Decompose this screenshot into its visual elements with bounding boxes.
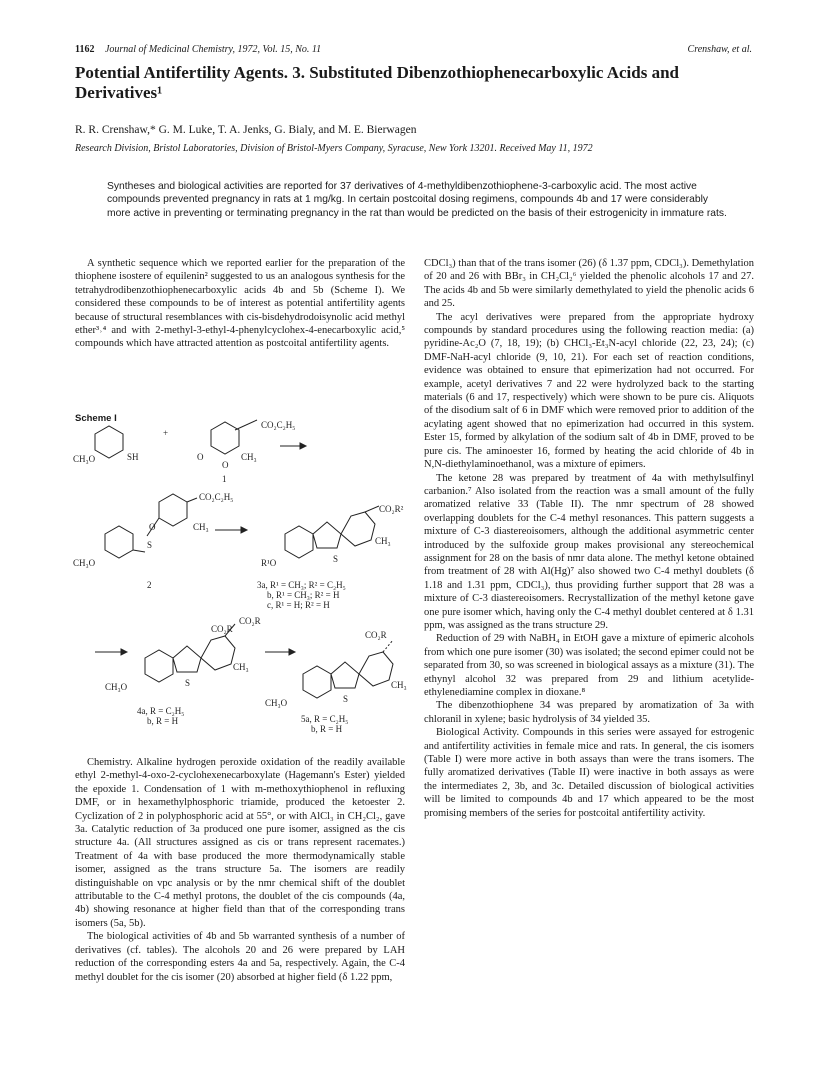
cyclohexene-ring-3 [341,512,375,546]
cyclohexanone-ring [211,422,239,454]
page-number: 1162 [75,44,95,55]
label-s-2: S [147,540,153,550]
benzene-ring-3 [285,526,313,558]
label-ch3-4: CH₃ [233,662,249,672]
right-paragraph-6: Biological Activity. Compounds in this series were assayed for estrogenic and antifertility activities in female mice and rats. In general, the cis isomers (Table I) were more active in both assays than were the trans isomers. The fully aromatized derivatives (Table II) were inactive in both assays as were the intermediates 2, 3b, and 3c. Detailed discussion of biological activities will be limited to compounds 4b and 17 which appeared to be the most promising members of the series for postcoital antifertility activity. [424,727,754,819]
author-list: R. R. Crenshaw,* G. M. Luke, T. A. Jenks, G. Bialy, and M. E. Bierwagen [75,124,417,136]
running-header [75,44,752,55]
cyclohexane-ring-4 [201,636,235,670]
label-ch3o-4: CH₃O [105,682,128,692]
scheme-1-diagram [73,420,407,744]
label-r1o: R¹O [261,558,277,568]
benzene-ring-5 [303,666,331,698]
label-ch3-2: CH₃ [193,522,209,532]
label-ch3o-5: CH₃O [265,698,288,708]
compound-label-1: 1 [222,474,227,484]
label-plus: + [163,428,169,438]
label-ch3-1: CH₃ [241,452,257,462]
running-author: Crenshaw, et al. [687,44,752,55]
right-paragraph-1: CDCl₃) than that of the trans isomer (26) (δ 1.37 ppm, CDCl₃). Demethylation of 20 and 26 with BBr₃ in CH₂Cl₂⁶ yielded the phenolic alcohols 17 and 27. The acids 4b and 5b were similarly demethylated to yield the phenolic acids 6 and 25. [424,258,754,310]
label-s-3: S [333,554,339,564]
compound-label-3b: b, R¹ = CH₃; R² = H [267,590,340,600]
right-column [424,257,754,820]
thiophene-ring-3 [313,522,341,548]
intro-paragraph: A synthetic sequence which we reported earlier for the preparation of the thiophene isostere of equilenin² suggested to us an analogous synthesis for the tetrahydrodibenzothiophenecarboxylic acids 4b and 5b (Scheme I). We considered these compounds to be of interest as potential antifertility agents because of structural resemblances with cis-bisdehydrodoisynolic acid methyl ether³˒⁴ and with 2-methyl-3-ethyl-4-phenylcyclohex-4-enecarboxylic acid,⁵ compounds which have attracted attention as postcoital antifertility agents. [75,258,405,350]
label-co2r-4b: CO₂R [211,624,233,634]
thiophene-ring-5 [331,662,359,688]
affiliation: Research Division, Bristol Laboratories, Division of Bristol-Myers Company, Syracuse, New York 13201. Received May 11, 1972 [75,143,593,154]
right-paragraph-5: The dibenzothiophene 34 was prepared by aromatization of 3a with chloranil in xylene; basic hydrolysis of 34 yielded 35. [424,700,754,725]
label-co2et-2: CO₂C₂H₅ [199,492,234,502]
chemistry-paragraph-1: Chemistry. Alkaline hydrogen peroxide oxidation of the readily available ethyl 2-methyl-4-oxo-2-cyclohexenecarboxylate (Hagemann's Ester) yielded the epoxide 1. Condensation of 1 with m-methoxythiophenol in refluxing DMF, or in hexamethylphosphoric triamide, produced the ketoester 2. Cyclization of 2 in polyphosphoric acid at 55°, or with AlCl₃ in CH₂Cl₂, gave 3a. Catalytic reduction of 3a produced one pure isomer, assigned as the cis structure 4a. (All structures assigned as cis or trans represent racemates.) Treatment of 4a with base produced the more thermodynamically stable isomer, assigned as the trans structure 5a. The isomers are readily distinguishable on vpc analysis or by the nmr chemical shift of the doublet attributable to the C-4 methyl protons, the doublet of the cis compounds (4a, 4b) showing resonance at higher field than that of the corresponding trans isomers (5a, 5b). [75,757,405,929]
left-column-chemistry [75,756,405,984]
label-s-4: S [185,678,191,688]
label-co2r-5: CO₂R [365,630,387,640]
right-paragraph-3: The ketone 28 was prepared by treatment of 4a with methylsulfinyl carbanion.⁷ Also isolated from the reaction was a small amount of the fully aromatized relative 33 (Table II). The nmr spectrum of 28 showed overlapping doublets for the C-4 methyl resonances. This pattern suggests a mixture of C-3 diastereoisomers, although the additional asymmetric center introduced by the sulfoxide group makes provisional any stereochemical assignment for 28 on the basis of nmr data alone. The methyl ketone obtained from treatment of 28 with Al(Hg)⁷ also showed two C-4 methyl doublets (δ 1.18 and 1.31 ppm, CDCl₃), thus providing further support that 28 was a mixture of C-3 diastereoisomers. Recrystallization of the methyl ketone gave one pure isomer which, having only the C-4 methyl doublet centered at δ 1.31 ppm, was assigned as the trans structure 29. [424,472,754,631]
chemistry-paragraph-2: The biological activities of 4b and 5b warranted synthesis of a number of derivatives (cf. tables). The alcohols 20 and 26 were prepared by LAH reduction of the corresponding esters 4a and 5a, respectively. Again, the C-4 methyl doublet for the cis isomer (20) absorbed at higher field (δ 1.22 ppm, [75,931,405,983]
cyclohexane-ring-5 [359,652,393,686]
compound-label-4b: b, R = H [147,716,179,726]
benzene-ring-1 [95,426,123,458]
label-sh: SH [127,452,139,462]
label-o-1: O [197,452,204,462]
label-ch3-5: CH₃ [391,680,407,690]
benzene-ring-4 [145,650,173,682]
label-ch3-3: CH₃ [375,536,391,546]
label-co2r2: CO₂R² [379,504,404,514]
compound-label-5a: 5a, R = C₂H₅ [301,714,349,724]
thiophene-ring-4 [173,646,201,672]
label-ch3o-2: CH₃O [73,558,96,568]
label-co2r-4: CO₂R [239,616,261,626]
abstract: Syntheses and biological activities are reported for 37 derivatives of 4-methyldibenzothiophene-3-carboxylic acid. The most active compounds prevented pregnancy in rats at 1 mg/kg. In certain postcoital dosing regimens, compounds 4b and 17 were considerably more active in preventing or terminating pregnancy in the rat than would be predicted on the basis of their estrogenicity in immature rats. [107,181,727,219]
journal-citation: Journal of Medicinal Chemistry, 1972, Vol. 15, No. 11 [104,44,322,55]
compound-label-4a: 4a, R = C₂H₅ [137,706,185,716]
left-column-intro [75,257,405,351]
article-title: Potential Antifertility Agents. 3. Substituted Dibenzothiophenecarboxylic Acids and Derivatives¹ [75,63,679,102]
compound-label-3a: 3a, R¹ = CH₃; R² = C₂H₅ [257,580,346,590]
compound-label-2: 2 [147,580,152,590]
cyclohexane-ring-2 [159,494,187,526]
label-o-2: O [149,522,156,532]
compound-label-5b: b, R = H [311,724,343,734]
label-s-5: S [343,694,349,704]
label-co2et-1: CO₂C₂H₅ [261,420,296,430]
compound-label-3c: c, R¹ = H; R² = H [267,600,330,610]
right-paragraph-4: Reduction of 29 with NaBH₄ in EtOH gave a mixture of epimeric alcohols from which one pure isomer (30) was isolated; the second epimer could not be separated from 30, so was screened in biological assays as a mixture (31). The ethynyl alcohol 32 was prepared from 29 and lithium acetylide-ethylenediamine complex in dioxane.⁸ [424,633,754,698]
label-ch3o-1: CH₃O [73,454,96,464]
label-o-epoxide: O [222,460,229,470]
right-paragraph-2: The acyl derivatives were prepared from the appropriate hydroxy compounds by standard procedures using the following reaction media: (a) pyridine-Ac₂O (7, 18, 19); (b) CHCl₃-Et₃N-acyl chloride (22, 23, 24); (c) DMF-NaH-acyl chloride (9, 10, 21). For each set of reaction conditions, evidence was obtained to ensure that epimerization had not occurred. For example, acetyl derivatives 7 and 22 were hydrolyzed back to the starting materials (6 and 17, respectively) which were shown to be pure cis. Aliquots of the disodium salt of 6 in DMF which were removed prior to addition of the acylating agent showed that no epimerization had occurred in this system. Ester 15, formed by alkylation of the sodium salt of 4b in DMF, proved to be pure cis. The aminoester 16, formed by heating the acid chloride of 4b in N,N-diethylaminoethanol, was a mixture of epimers. [424,311,754,471]
scheme-label: Scheme I [75,413,117,424]
benzene-ring-2 [105,526,133,558]
